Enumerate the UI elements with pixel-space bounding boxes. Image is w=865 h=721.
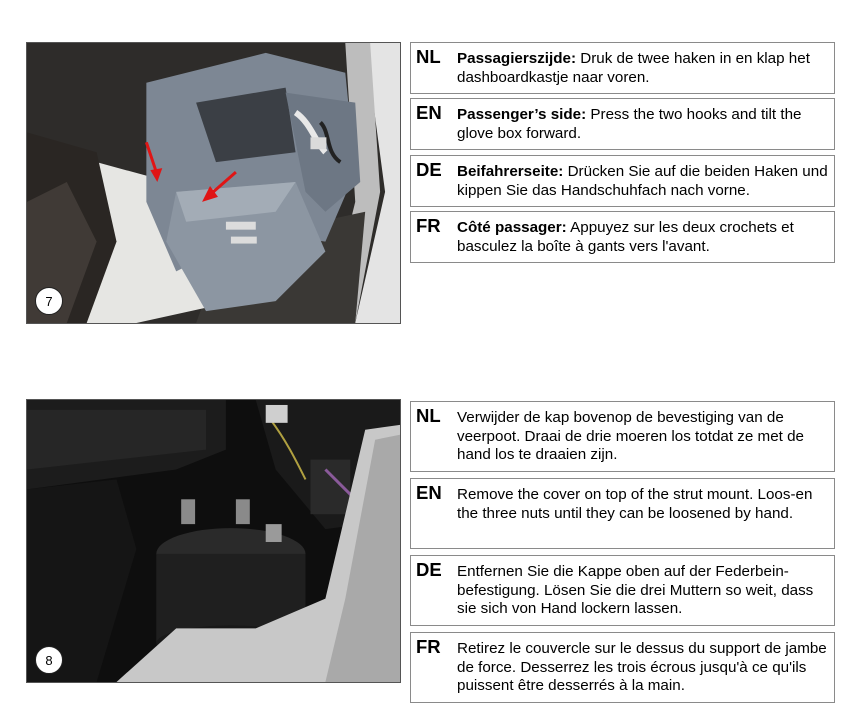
step-7-photo [26, 42, 401, 324]
instruction-body: Druk de twee haken in en klap het dashboardkastje naar voren. [457, 50, 810, 86]
instruction-body: Drücken Sie auf die beiden Haken und kippen Sie das Handschuhfach nach vorne. [457, 163, 828, 199]
step-number-badge: 7 [35, 287, 63, 315]
instruction-box-en [410, 478, 835, 549]
instruction-text [457, 219, 828, 256]
instruction-box-de [410, 155, 835, 207]
instruction-label: Passagierszijde: [457, 50, 577, 67]
instruction-text: Verwijder de kap bovenop de bevestiging van de veerpoot. Draai de drie moeren los totdat ze met de hand los te draaien zijn. [457, 409, 804, 463]
instruction-text: Remove the cover on top of the strut mount. Loos-en the three nuts until they can be loosened by hand. [457, 486, 813, 522]
instruction-box-fr [410, 211, 835, 263]
language-code: EN [416, 102, 442, 123]
instruction-text [457, 163, 828, 200]
language-code: NL [416, 405, 441, 426]
language-code: DE [416, 159, 442, 180]
strut-mount-image [27, 400, 400, 682]
step-number-badge: 8 [35, 646, 63, 674]
instruction-text: Retirez le couvercle sur le dessus du support de jambe de force. Desserrez les trois écrous jusqu'à ce qu'ils puissent être desserrés à la main. [457, 640, 827, 694]
instruction-text [457, 50, 828, 87]
instruction-label: Côté passager: [457, 219, 567, 236]
language-code: FR [416, 215, 441, 236]
instruction-box-de [410, 555, 835, 626]
instruction-label: Passenger’s side: [457, 106, 587, 123]
language-code: NL [416, 46, 441, 67]
instruction-box-nl [410, 42, 835, 94]
instruction-body: Appuyez sur les deux crochets et basculez la boîte à gants vers l'avant. [457, 219, 794, 255]
step-8-photo [26, 399, 401, 683]
instruction-text [457, 106, 828, 143]
instruction-box-en [410, 98, 835, 150]
language-code: EN [416, 482, 442, 503]
instruction-box-fr [410, 632, 835, 703]
glove-box-removal-image [27, 43, 400, 323]
instruction-label: Beifahrerseite: [457, 163, 564, 180]
instruction-body: Press the two hooks and tilt the glove box forward. [457, 106, 802, 142]
instruction-box-nl [410, 401, 835, 472]
language-code: DE [416, 559, 442, 580]
instruction-text: Entfernen Sie die Kappe oben auf der Federbein-befestigung. Lösen Sie die drei Muttern so weit, dass sie sich von Hand lockern lassen. [457, 563, 814, 617]
language-code: FR [416, 636, 441, 657]
